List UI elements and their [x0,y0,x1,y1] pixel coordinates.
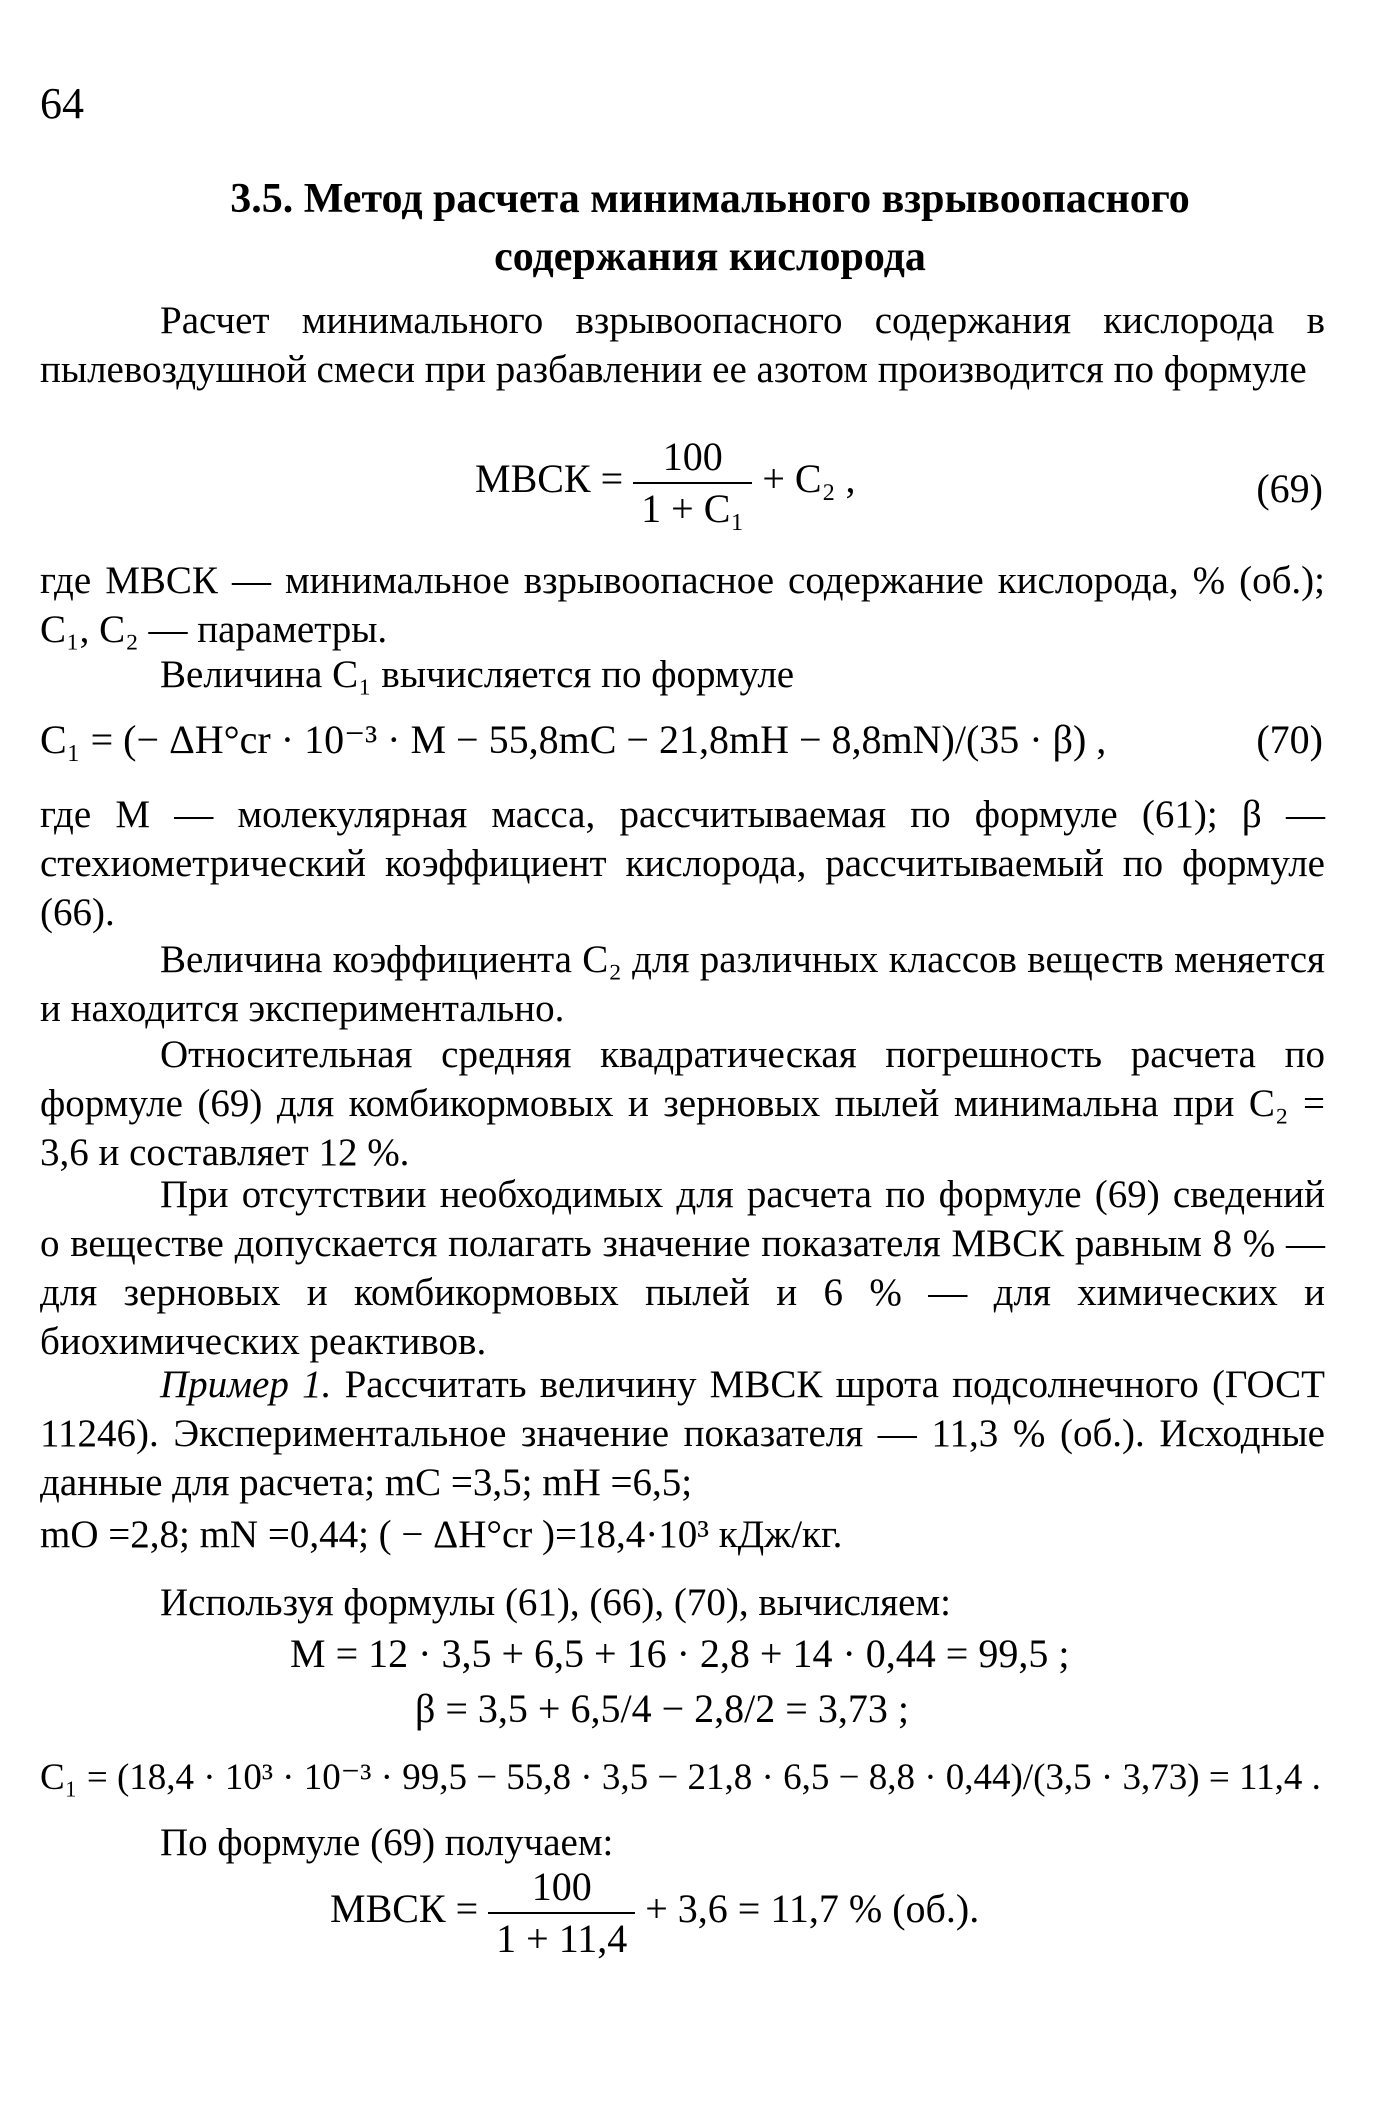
paragraph-c1-intro: Величина C₁ вычисляется по формуле [160,653,795,696]
equation-69-fraction [633,432,752,534]
final-equation-lhs: МВСК = [330,1886,479,1932]
final-equation-rhs: + 3,6 = 11,7 % (об.). [645,1886,980,1932]
equation-69-rhs: + C₂ , [762,456,856,502]
final-equation-denominator: 1 + 11,4 [496,1916,628,1961]
calculation-c1: C₁ = (18,4 · 10³ · 10⁻³ · 99,5 − 55,8 · 3,5 − 21,8 · 6,5 − 8,8 · 0,44)/(3,5 · 3,73) = 11,4 . [40,1757,1321,1798]
calculation-m: M = 12 · 3,5 + 6,5 + 16 · 2,8 + 14 · 0,44 = 99,5 ; [290,1631,1070,1676]
paragraph-default: При отсутствии необходимых для расчета по формуле (69) сведений о веществе допускается полагать значение показателя МВСК равным 8 % — для зерновых и комбикормовых пылей и 6 % — для химических и биохимических реактивов. [40,1173,1325,1363]
paragraph-result-intro: По формуле (69) получаем: [160,1821,614,1864]
final-equation-fraction [488,1862,635,1964]
example-label: Пример 1. [160,1363,332,1406]
paragraph-definitions: где МВСК — минимальное взрывоопасное содержание кислорода, % (об.); C₁, C₂ — параметры. [40,559,1325,651]
page-number: 64 [40,79,84,128]
example-text: Рассчитать величину МВСК шрота подсолнечного (ГОСТ 11246). Экспериментальное значение показателя — 11,3 % (об.). Исходные данные для расчета; mC =3,5; mH =6,5; [40,1363,1325,1504]
equation-69-lhs: МВСК = [475,456,624,502]
paragraph-m-beta: где М — молекулярная масса, рассчитываемая по формуле (61); β — стехиометрический коэффициент кислорода, рассчитываемый по формуле (66). [40,793,1325,934]
equation-70: C₁ = (− ΔH°cr · 10⁻³ · M − 55,8mC − 21,8mH − 8,8mN)/(35 · β) , [40,717,1107,762]
calculation-beta: β = 3,5 + 6,5/4 − 2,8/2 = 3,73 ; [415,1686,909,1731]
paragraph-example-data: mO =2,8; mN =0,44; ( − ΔH°cr )=18,4·10³ кДж/кг. [40,1513,843,1556]
equation-69-numerator: 100 [633,432,752,484]
paragraph-calc-intro: Используя формулы (61), (66), (70), вычисляем: [160,1581,952,1624]
equation-70-label: (70) [1256,717,1323,762]
equation-69-label: (69) [1256,466,1323,511]
equation-69-denominator: 1 + C₁ [641,486,745,531]
equation-69 [475,432,856,534]
paragraph-error: Относительная средняя квадратическая погрешность расчета по формуле (69) для комбикормовых и зерновых пылей минимальна при C₂ = 3,6 и составляет 12 %. [40,1033,1325,1174]
final-equation [330,1862,979,1964]
section-title: 3.5. Метод расчета минимального взрывоопасного содержания кислорода [230,176,1190,280]
paragraph-example [40,1360,1325,1507]
paragraph-intro: Расчет минимального взрывоопасного содержания кислорода в пылевоздушной смеси при разбавлении ее азотом производится по формуле [40,299,1325,391]
paragraph-c2: Величина коэффициента C₂ для различных классов веществ меняется и находится экспериментально. [40,938,1325,1030]
final-equation-numerator: 100 [488,1862,635,1914]
